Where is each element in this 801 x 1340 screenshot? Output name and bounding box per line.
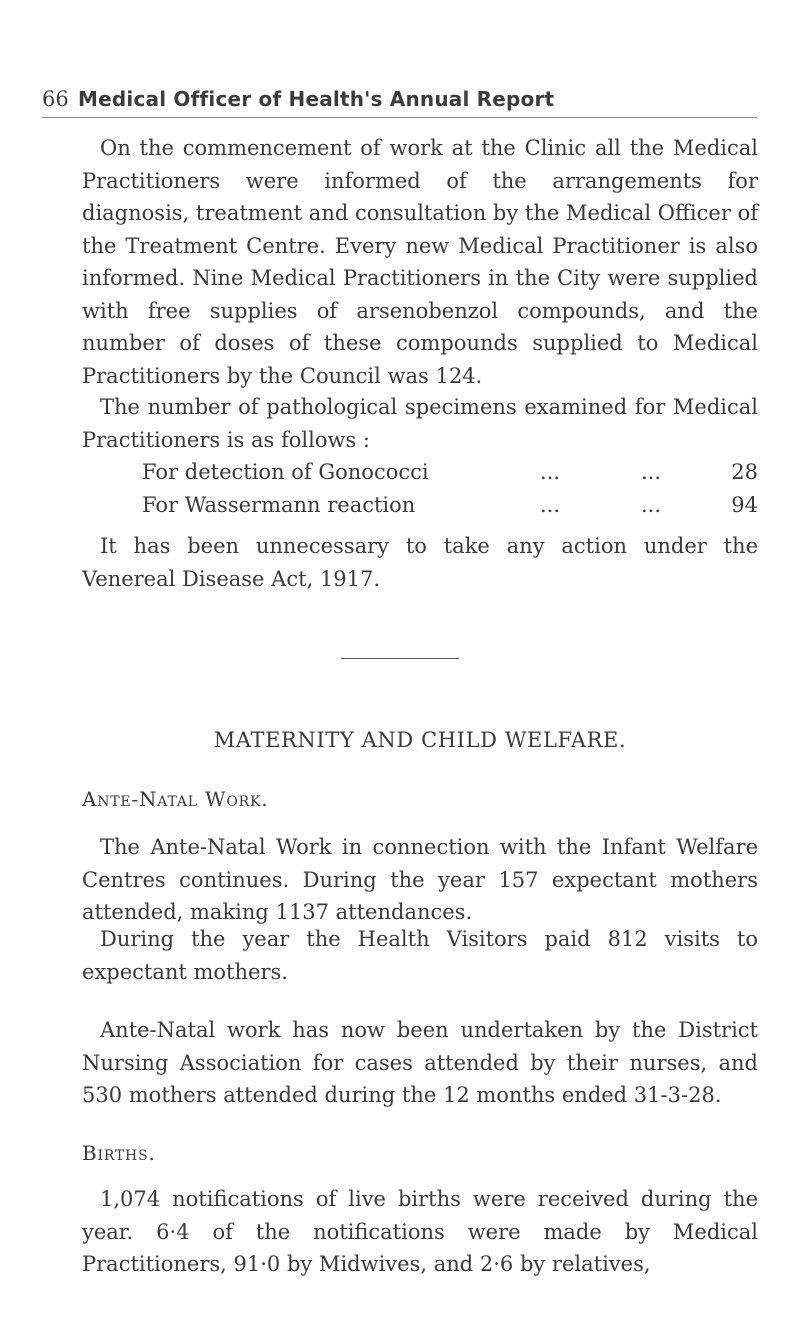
specimen-count: 94 xyxy=(731,493,758,517)
births-heading: Births. xyxy=(82,1141,156,1165)
leader-dots: ... xyxy=(540,493,561,517)
page-number: 66 xyxy=(42,87,69,111)
leader-dots: ... xyxy=(641,493,662,517)
running-header xyxy=(42,86,757,112)
leader-dots: ... xyxy=(641,460,662,484)
specimen-label: For detection of Gonococci xyxy=(142,460,429,484)
specimen-count: 28 xyxy=(731,460,758,484)
header-rule xyxy=(42,117,757,118)
clinic-paragraph: On the commencement of work at the Clinic all the Medical Practitioners were informed of the arrangements for diagnosis, treatment and consultation by the Medical Officer of the Treatment Centre. Every new Medical Practitioner is also informed. Nine Medical Practitioners in the City were supplied with free supplies of arsenobenzol compounds, and the number of doses of these compounds supplied to Medical Practitioners by the Council was 124. xyxy=(82,136,758,388)
section-divider xyxy=(341,658,459,659)
specimens-intro: The number of pathological specimens examined for Medical Practitioners is as follows : xyxy=(82,395,758,452)
leader-dots: ... xyxy=(540,460,561,484)
report-title: Medical Officer of Health's Annual Report xyxy=(78,87,555,111)
births-paragraph: 1,074 notifications of live births were received during the year. 6·4 of the notifications were made by Medical Practitioners, 91·0 by Midwives, and 2·6 by relatives, xyxy=(82,1187,758,1276)
ante-natal-paragraph-2: During the year the Health Visitors paid 812 visits to expectant mothers. xyxy=(82,927,758,984)
specimen-label: For Wassermann reaction xyxy=(142,493,416,517)
ante-natal-paragraph-1: The Ante-Natal Work in connection with the Infant Welfare Centres continues. During the year 157 expectant mothers attended, making 1137 attendances. xyxy=(82,835,758,924)
maternity-section-title: MATERNITY AND CHILD WELFARE. xyxy=(213,728,627,752)
specimen-row-wassermann xyxy=(142,489,758,521)
specimen-row-gonococci xyxy=(142,456,758,488)
ante-natal-paragraph-3: Ante-Natal work has now been undertaken by the District Nursing Association for cases attended by their nurses, and 530 mothers attended during the 12 months ended 31-3-28. xyxy=(82,1018,758,1107)
ante-natal-heading: Ante-Natal Work. xyxy=(82,787,269,811)
venereal-paragraph: It has been unnecessary to take any action under the Venereal Disease Act, 1917. xyxy=(82,534,758,591)
